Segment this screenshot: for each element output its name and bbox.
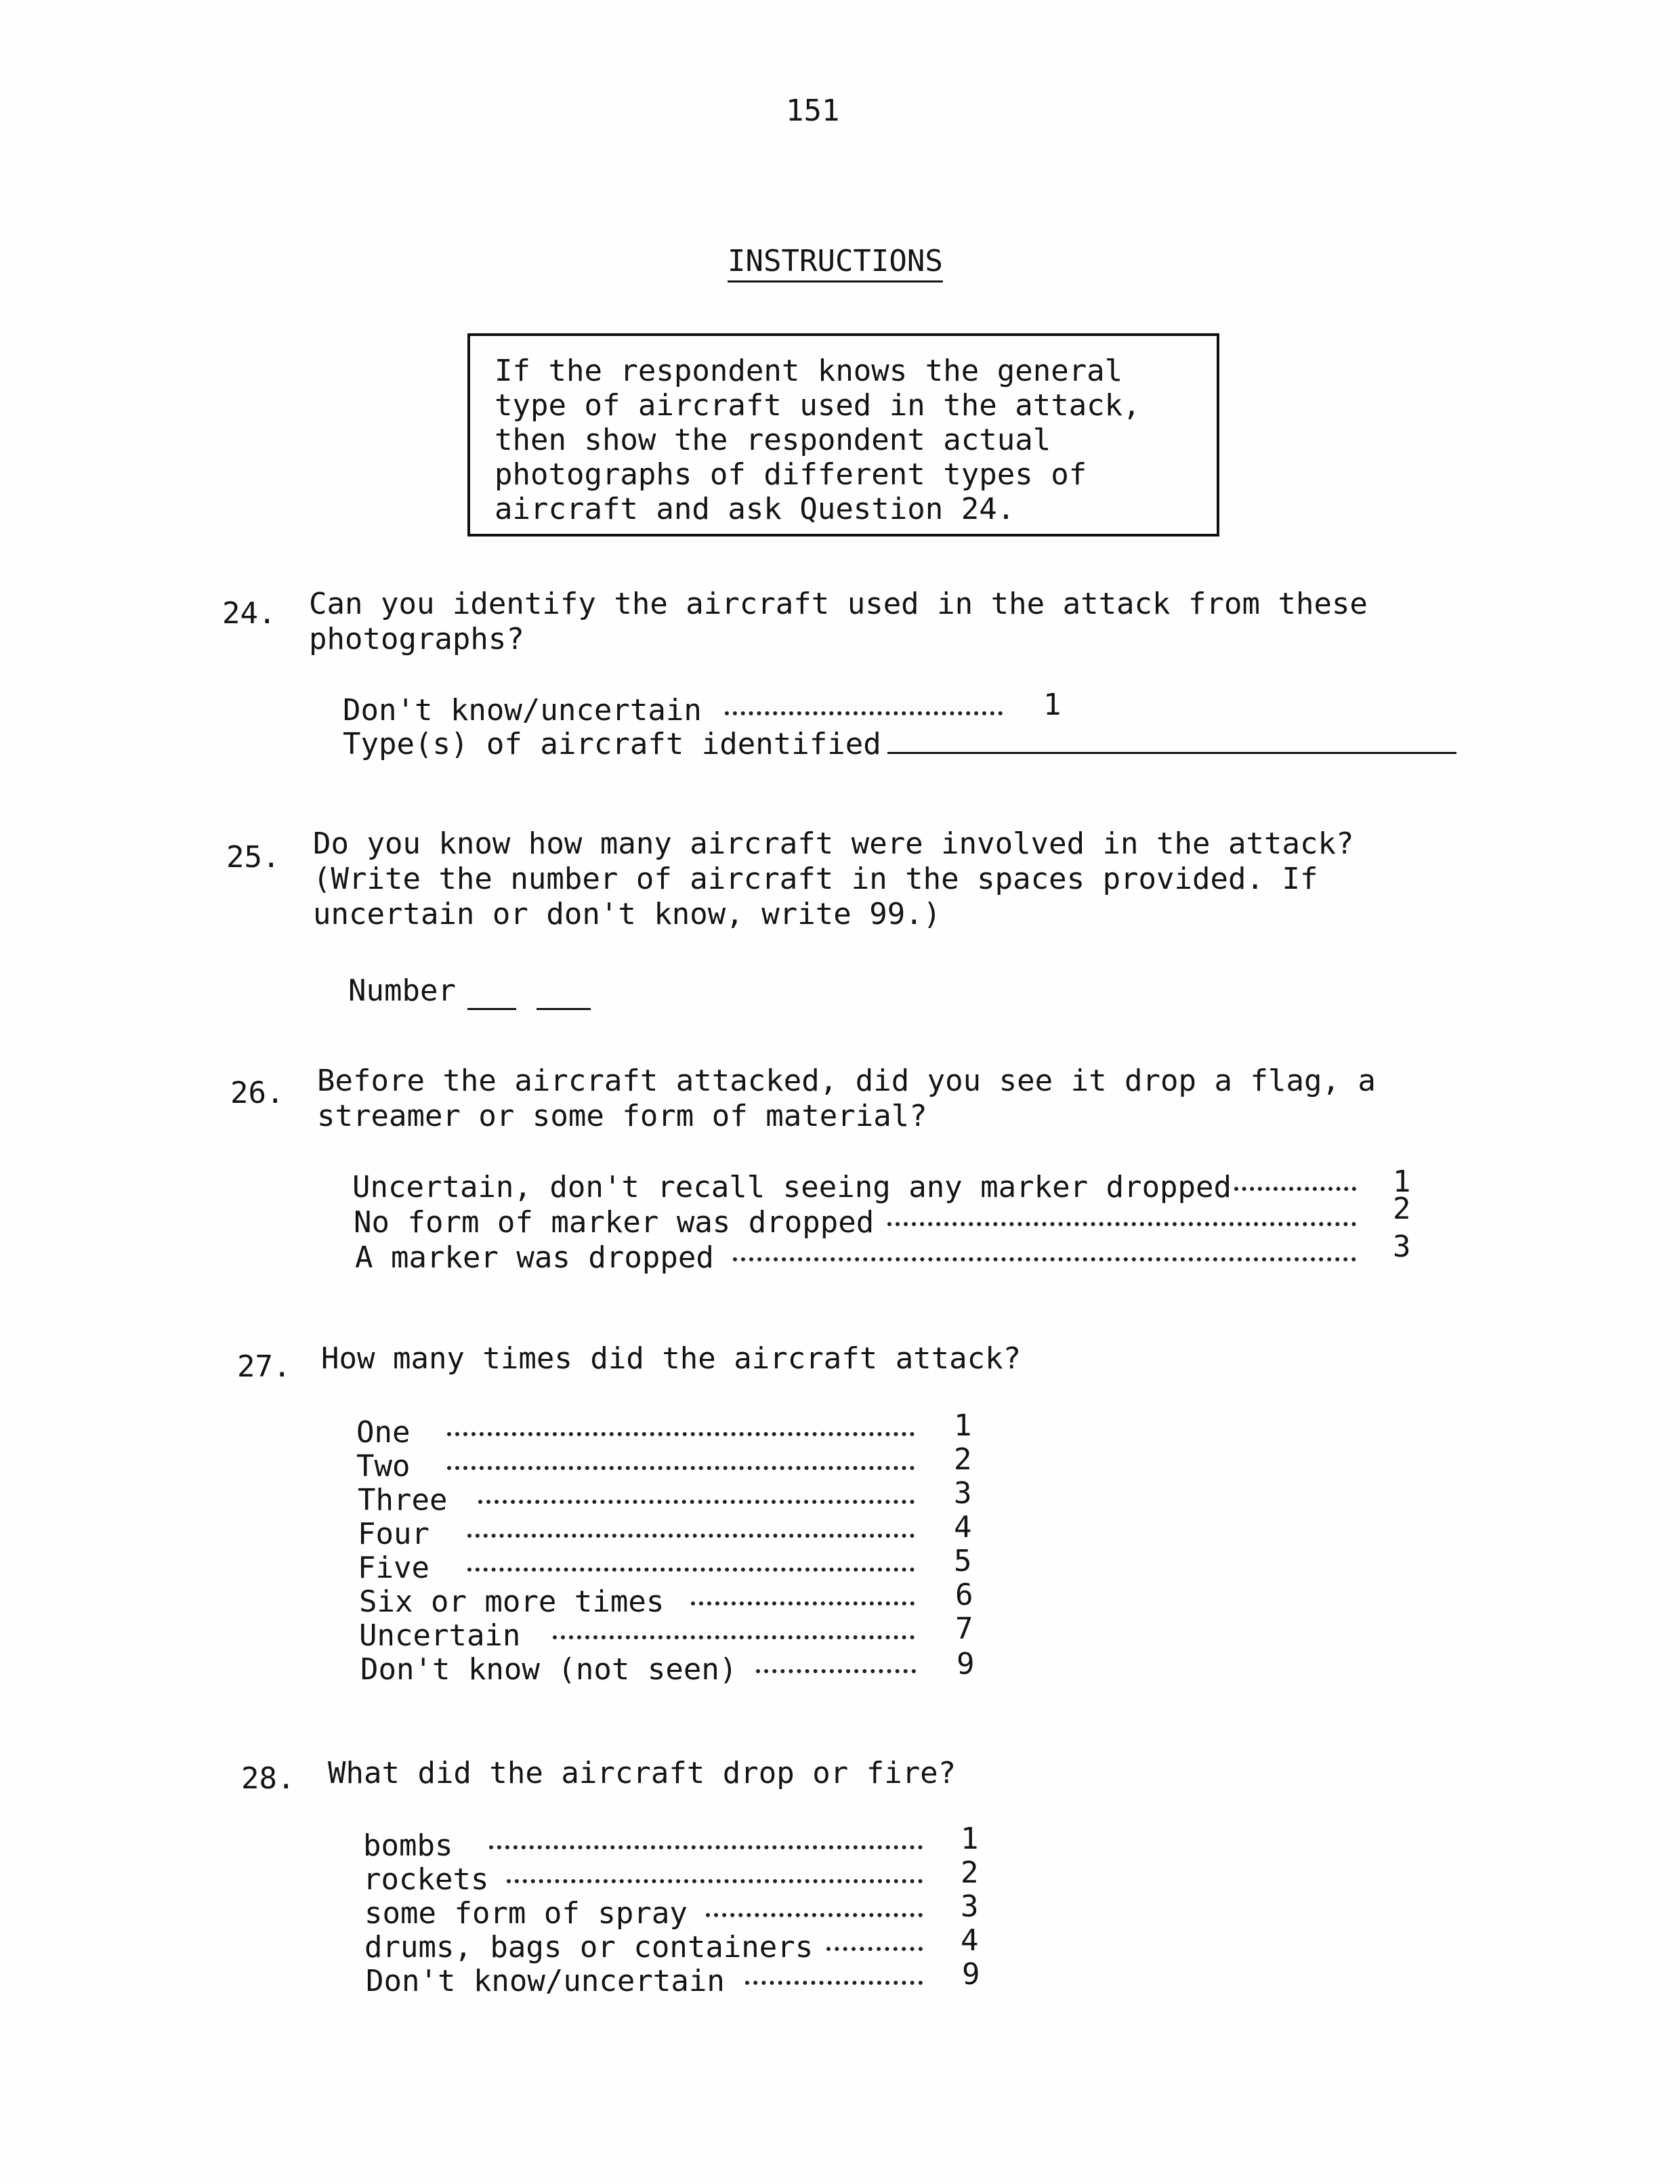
- q27-option-8-label: Don't know (not seen): [360, 1652, 738, 1687]
- q28-option-5-code: 9: [962, 1957, 980, 1992]
- q28-option-3-label: some form of spray: [364, 1896, 688, 1931]
- q28-option-1-leader: [489, 1845, 923, 1849]
- q27-option-2-leader: [447, 1466, 915, 1470]
- q27-option-3-label: Three: [358, 1483, 448, 1517]
- q28-option-4-leader: [826, 1947, 923, 1951]
- question-25-text: Do you know how many aircraft were involved in the attack? (Write the number of aircraft in the spaces provided. If uncertain or don't know, write 99.): [313, 826, 1354, 931]
- q27-option-6-label: Six or more times: [359, 1584, 665, 1619]
- q26-option-3-label: A marker was dropped: [355, 1240, 714, 1275]
- q26-option-2-code: 2: [1393, 1192, 1411, 1226]
- q27-option-3-code: 3: [954, 1476, 972, 1511]
- q27-option-7-code: 7: [955, 1612, 973, 1646]
- q27-option-5-leader: [467, 1568, 915, 1572]
- question-28-text: What did the aircraft drop or fire?: [328, 1756, 957, 1790]
- q26-option-3-code: 3: [1393, 1230, 1411, 1264]
- q27-option-5-label: Five: [358, 1551, 429, 1585]
- q27-option-3-leader: [478, 1500, 915, 1504]
- q25-digit-2-line[interactable]: [537, 1008, 591, 1010]
- page-number: 151: [786, 93, 840, 128]
- q26-option-3-leader: [733, 1257, 1356, 1261]
- q28-option-2-code: 2: [961, 1855, 979, 1890]
- q27-option-4-label: Four: [358, 1517, 429, 1551]
- q24-option-label: Don't know/uncertain: [343, 693, 702, 728]
- question-26-number: 26.: [230, 1076, 285, 1110]
- q27-option-8-code: 9: [957, 1647, 975, 1681]
- q24-option-leader: [725, 711, 1003, 715]
- q28-option-3-leader: [706, 1913, 923, 1917]
- q28-option-2-label: rockets: [363, 1862, 489, 1897]
- q27-option-1-leader: [447, 1432, 915, 1436]
- instructions-box: [467, 333, 1219, 537]
- instructions-heading: INSTRUCTIONS: [728, 244, 943, 278]
- q26-option-2-leader: [887, 1222, 1356, 1226]
- question-27-text: How many times did the aircraft attack?: [321, 1341, 1022, 1376]
- instructions-text: If the respondent knows the general type of aircraft used in the attack, then show the respondent actual photographs of different types of aircraft and ask Question 24.: [495, 354, 1141, 526]
- q27-option-6-leader: [691, 1601, 915, 1605]
- q28-option-1-code: 1: [961, 1822, 979, 1856]
- q27-option-1-code: 1: [954, 1408, 972, 1443]
- q27-option-7-label: Uncertain: [359, 1618, 521, 1653]
- q27-option-8-leader: [756, 1669, 916, 1673]
- q27-option-6-code: 6: [955, 1578, 973, 1612]
- q27-option-2-code: 2: [954, 1442, 972, 1477]
- q26-option-1-leader: [1234, 1187, 1356, 1191]
- q28-option-2-leader: [507, 1879, 923, 1883]
- q27-option-7-leader: [553, 1635, 915, 1639]
- q28-option-3-code: 3: [961, 1889, 979, 1924]
- question-25-number: 25.: [226, 840, 280, 875]
- q24-type-answer-line[interactable]: [887, 752, 1456, 754]
- question-24-text: Can you identify the aircraft used in the attack from these photographs?: [309, 587, 1368, 656]
- q25-number-label: Number: [348, 973, 456, 1008]
- question-24-number: 24.: [222, 596, 276, 631]
- q28-option-4-code: 4: [961, 1923, 979, 1958]
- q25-digit-1-line[interactable]: [467, 1008, 516, 1010]
- q24-option-code: 1: [1043, 688, 1062, 722]
- q28-option-5-label: Don't know/uncertain: [366, 1964, 725, 1998]
- q27-option-4-code: 4: [954, 1510, 972, 1545]
- q26-option-2-label: No form of marker was dropped: [354, 1205, 875, 1240]
- question-28-number: 28.: [241, 1761, 295, 1796]
- question-26-text: Before the aircraft attacked, did you see it drop a flag, a streamer or some form of material?: [317, 1064, 1376, 1133]
- q26-option-1-code: 1: [1393, 1164, 1411, 1199]
- q24-type-label: Type(s) of aircraft identified: [343, 727, 881, 761]
- q27-option-4-leader: [467, 1534, 915, 1538]
- q27-option-2-label: Two: [356, 1449, 411, 1484]
- question-27-number: 27.: [237, 1349, 291, 1384]
- q27-option-5-code: 5: [954, 1544, 972, 1578]
- q27-option-1-label: One: [356, 1415, 411, 1450]
- q28-option-5-leader: [745, 1981, 923, 1985]
- q28-option-1-label: bombs: [363, 1828, 453, 1863]
- q28-option-4-label: drums, bags or containers: [364, 1930, 814, 1965]
- q26-option-1-label: Uncertain, don't recall seeing any marker dropped: [352, 1170, 1232, 1204]
